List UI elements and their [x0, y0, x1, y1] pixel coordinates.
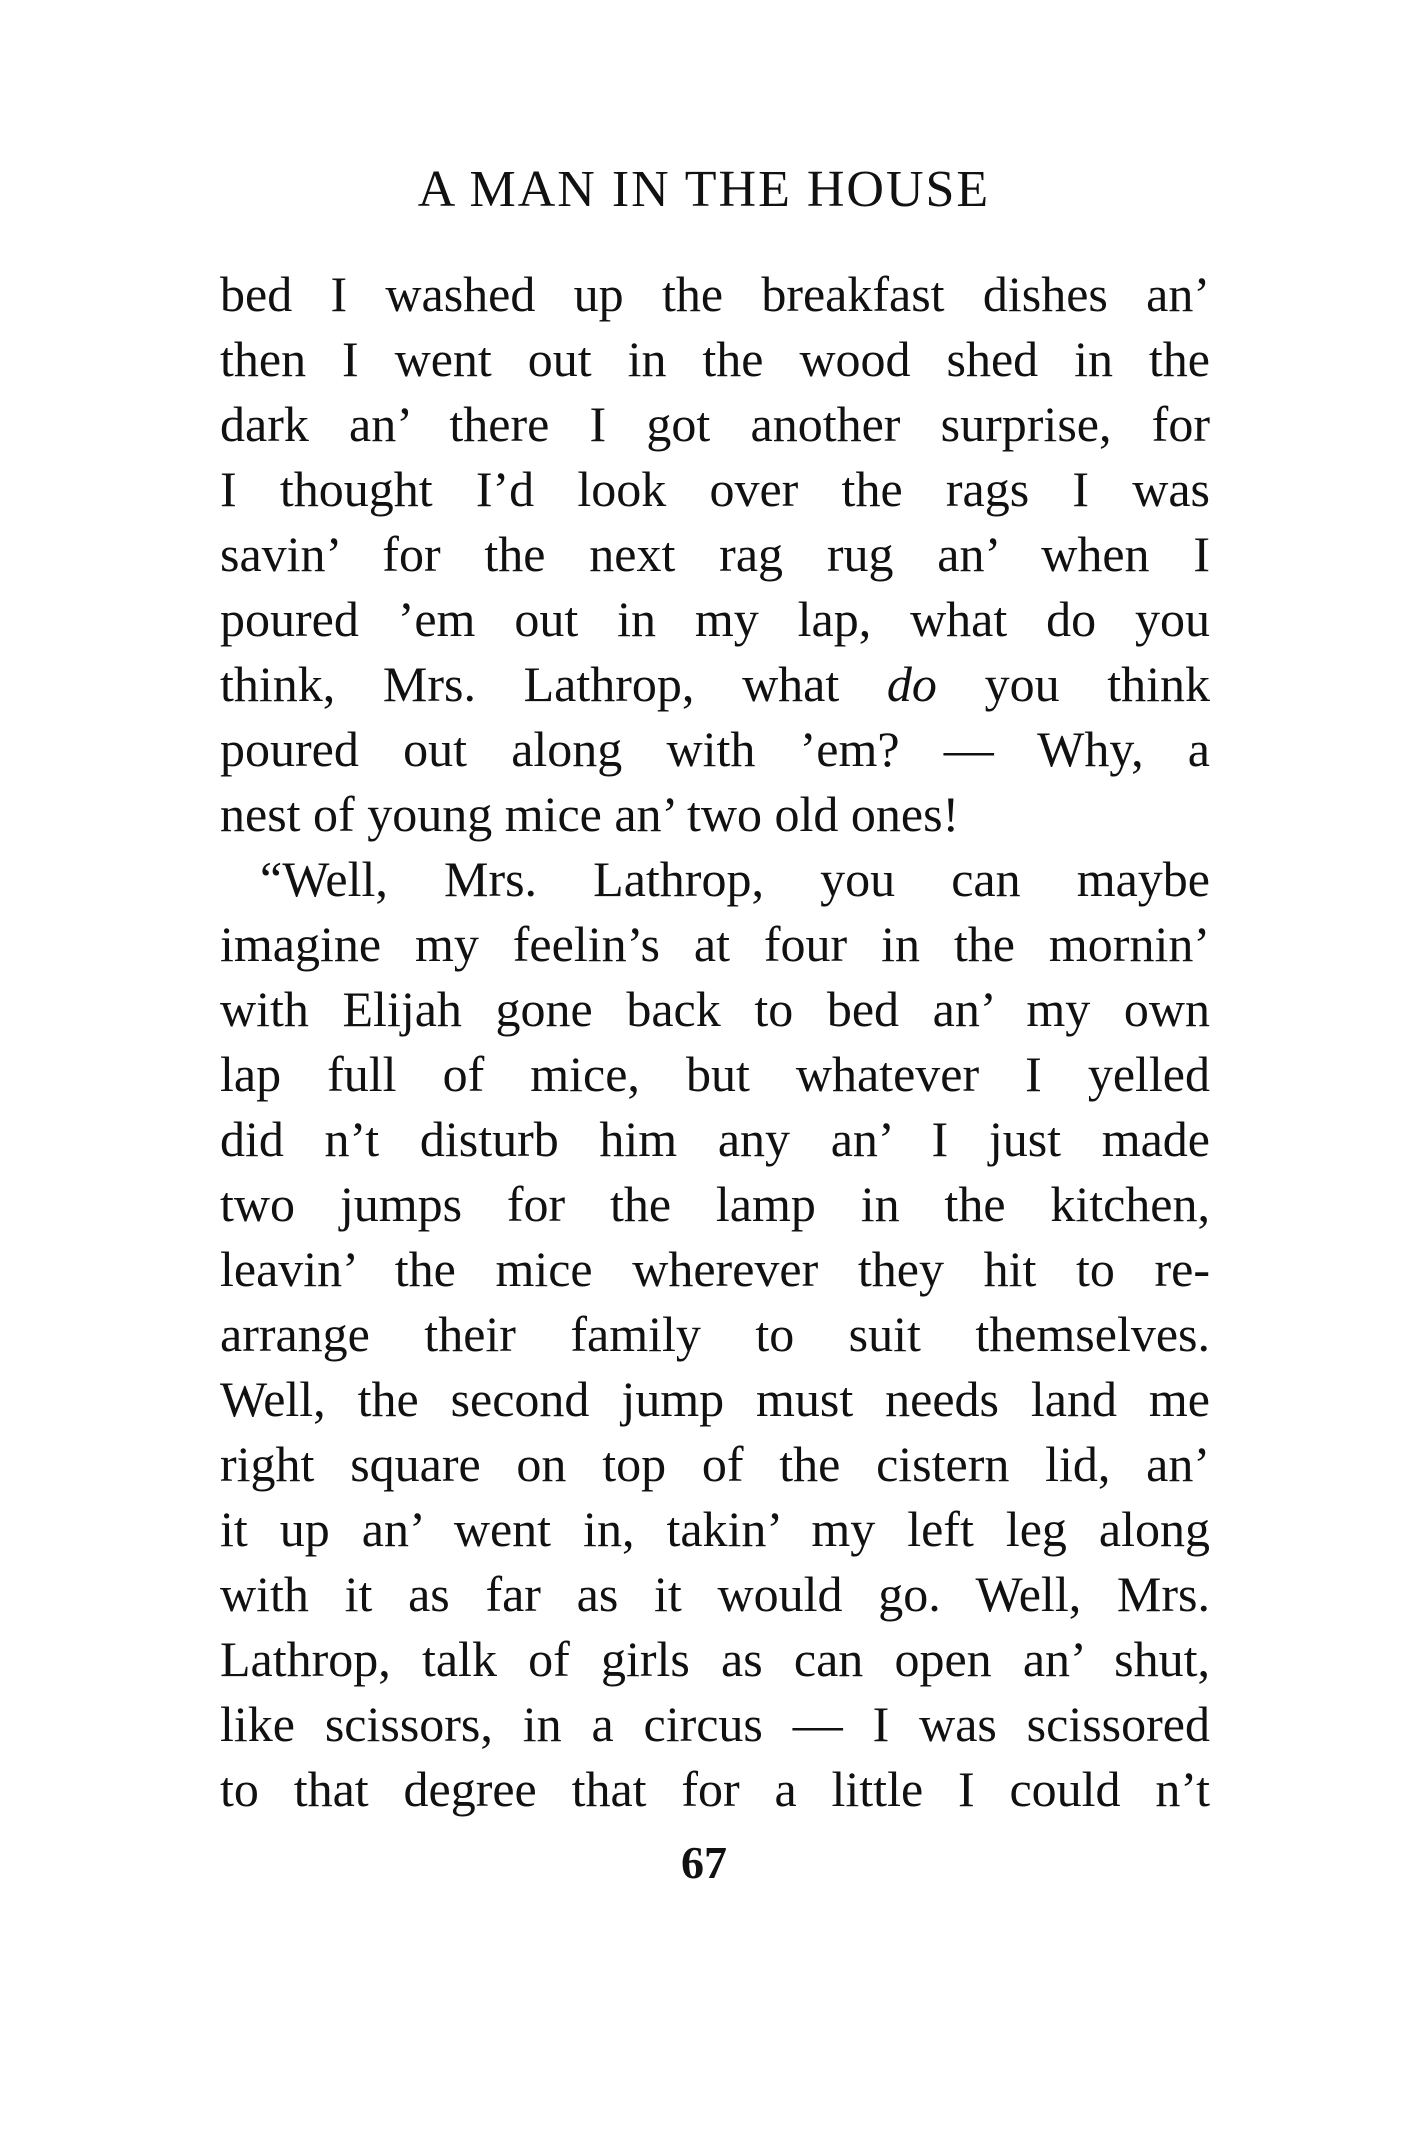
text-line: Lathrop, talk of girls as can open an’ shut, [220, 1631, 1210, 1687]
text-line: then I went out in the wood shed in the [220, 331, 1210, 387]
text-line: bed I washed up the breakfast dishes an’ [220, 266, 1210, 322]
text-line: like scissors, in a circus — I was scissored [220, 1696, 1210, 1752]
text-line-indented [220, 847, 1210, 912]
text-line: poured out along with ’em? — Why, a [220, 721, 1210, 777]
text-line: I thought I’d look over the rags I was [220, 461, 1210, 517]
text-line: with Elijah gone back to bed an’ my own [220, 981, 1210, 1037]
text-line: leavin’ the mice wherever they hit to re- [220, 1241, 1210, 1297]
text-line: Well, the second jump must needs land me [220, 1371, 1210, 1427]
italic-emphasis: do [886, 656, 937, 712]
text-line: it up an’ went in, takin’ my left leg along [220, 1501, 1210, 1557]
page-number: 67 [681, 1837, 727, 1888]
body-text [220, 262, 1210, 1822]
text-segment: you think [984, 656, 1210, 712]
text-line: imagine my feelin’s at four in the mornin’ [220, 916, 1210, 972]
text-line: savin’ for the next rag rug an’ when I [220, 526, 1210, 582]
text-line: arrange their family to suit themselves. [220, 1306, 1210, 1362]
text-line: to that degree that for a little I could n’t [220, 1761, 1210, 1817]
text-line: with it as far as it would go. Well, Mrs. [220, 1566, 1210, 1622]
text-line: did n’t disturb him any an’ I just made [220, 1111, 1210, 1167]
running-head: A MAN IN THE HOUSE [417, 161, 991, 218]
text-segment: “Well, Mrs. Lathrop, you can maybe [260, 851, 1210, 907]
text-line: nest of young mice an’ two old ones! [220, 786, 960, 842]
text-line: dark an’ there I got another surprise, for [220, 396, 1210, 452]
text-segment: think, Mrs. Lathrop, what [220, 656, 840, 712]
text-line [220, 652, 1210, 717]
text-line: lap full of mice, but whatever I yelled [220, 1046, 1210, 1102]
text-line: right square on top of the cistern lid, an’ [220, 1436, 1210, 1492]
text-line: two jumps for the lamp in the kitchen, [220, 1176, 1210, 1232]
text-line: poured ’em out in my lap, what do you [220, 591, 1210, 647]
